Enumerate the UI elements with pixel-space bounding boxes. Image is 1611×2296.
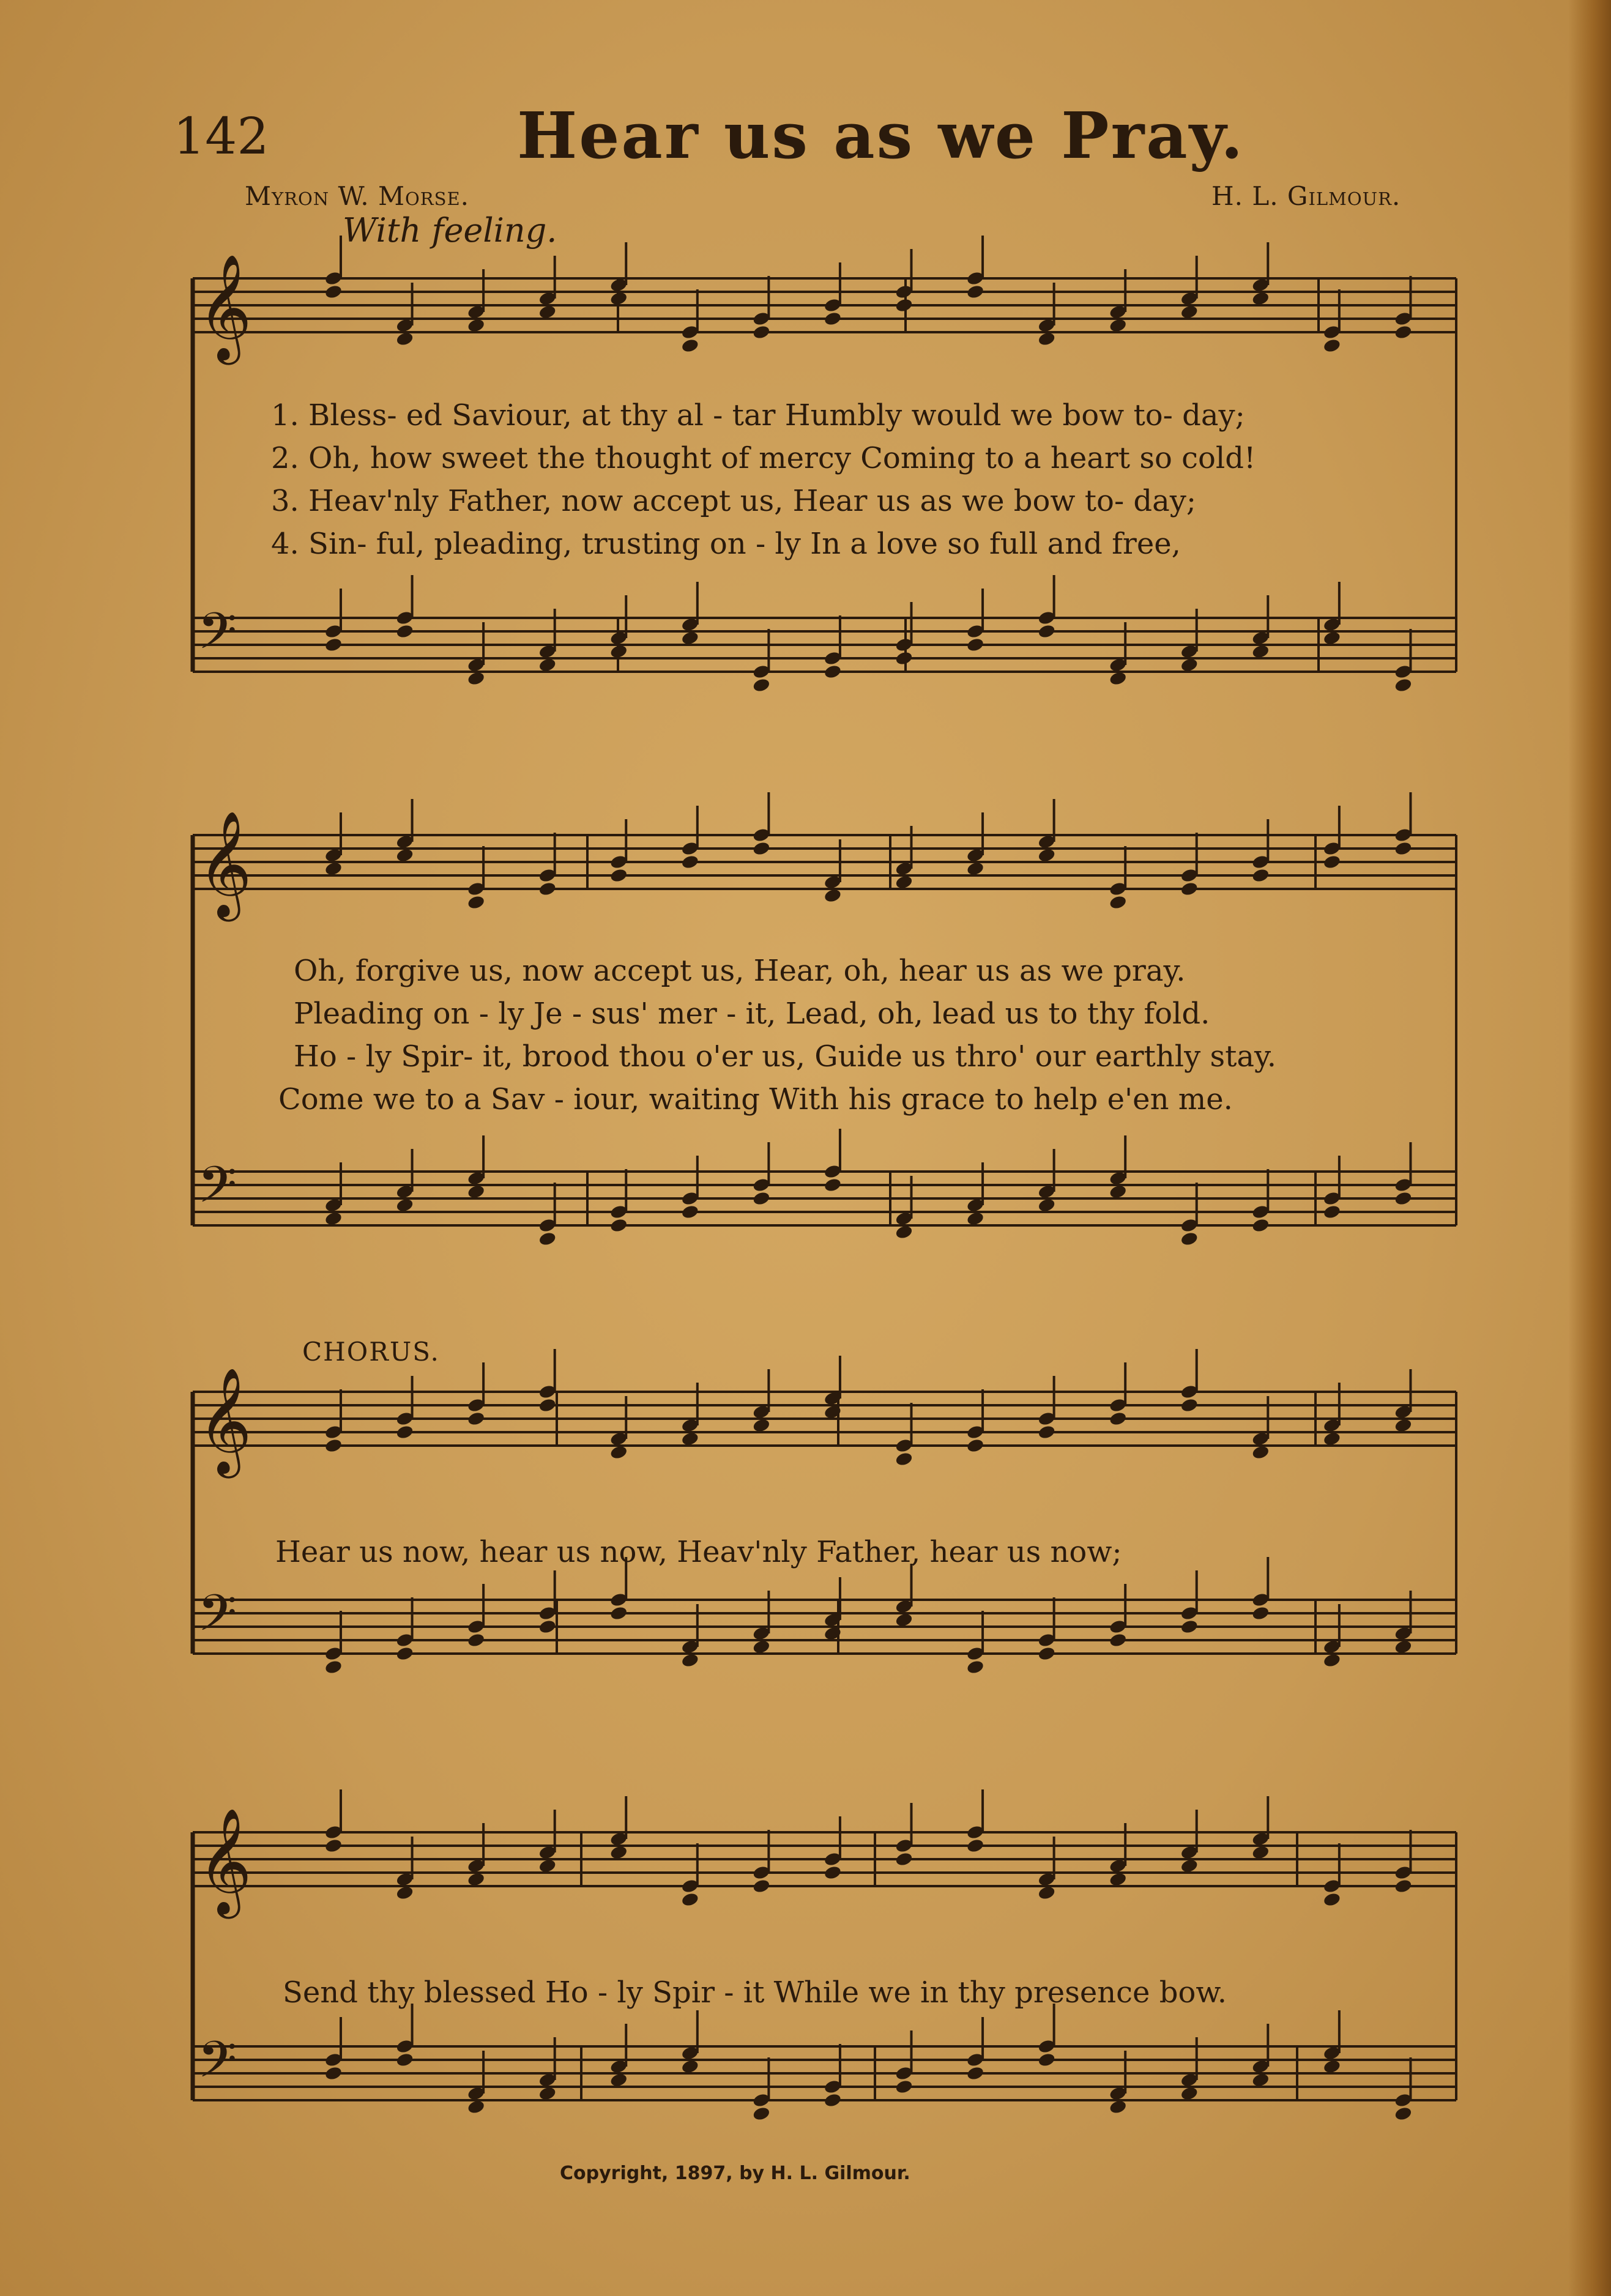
- treble-clef-icon: 𝄞: [198, 254, 252, 360]
- chorus-label: CHORUS.: [302, 1337, 440, 1367]
- music-system: [193, 1349, 1456, 1675]
- bass-staff: [193, 1129, 1456, 1247]
- treble-clef-icon: 𝄞: [198, 811, 252, 917]
- bass-staff: [193, 575, 1456, 693]
- bass-staff: [193, 1557, 1456, 1675]
- treble-staff: [193, 792, 1456, 922]
- treble-staff: [193, 1789, 1456, 1919]
- verse-3-line-2: Ho - ly Spir- it, brood thou o'er us, Guide us thro' our earthly stay.: [294, 1039, 1277, 1074]
- bass-clef-icon: 𝄢: [198, 2030, 237, 2101]
- copyright-notice: Copyright, 1897, by H. L. Gilmour.: [560, 2163, 910, 2184]
- composer-credit: H. L. Gilmour.: [1211, 181, 1401, 211]
- chorus-line-1: Hear us now, hear us now, Heav'nly Father, hear us now;: [275, 1535, 1122, 1569]
- verse-1-line-2: Oh, forgive us, now accept us, Hear, oh, hear us as we pray.: [294, 954, 1186, 988]
- verse-1-line-1: 1. Bless- ed Saviour, at thy al - tar Humbly would we bow to- day;: [271, 398, 1245, 433]
- page-number: 142: [173, 108, 269, 166]
- music-system: [193, 1789, 1456, 2122]
- treble-staff: [193, 1349, 1456, 1479]
- tempo-marking: With feeling.: [343, 211, 557, 250]
- lyricist-credit: Myron W. Morse.: [245, 181, 470, 211]
- treble-clef-icon: 𝄞: [198, 1367, 252, 1474]
- chorus-line-2: Send thy blessed Ho - ly Spir - it While we in thy presence bow.: [283, 1975, 1227, 2010]
- hymn-title: Hear us as we Pray.: [517, 98, 1245, 173]
- verse-3-line-1: 3. Heav'nly Father, now accept us, Hear us as we bow to- day;: [271, 484, 1197, 518]
- bass-clef-icon: 𝄢: [198, 601, 237, 673]
- treble-staff: [193, 236, 1456, 365]
- verse-4-line-2: Come we to a Sav - iour, waiting With his grace to help e'en me.: [278, 1082, 1233, 1116]
- bass-clef-icon: 𝄢: [198, 1583, 237, 1655]
- verse-2-line-1: 2. Oh, how sweet the thought of mercy Coming to a heart so cold!: [271, 441, 1256, 475]
- treble-clef-icon: 𝄞: [198, 1808, 252, 1914]
- bass-staff: [193, 2004, 1456, 2122]
- verse-2-line-2: Pleading on - ly Je - sus' mer - it, Lead, oh, lead us to thy fold.: [294, 997, 1210, 1031]
- verse-4-line-1: 4. Sin- ful, pleading, trusting on - ly In a love so full and free,: [271, 527, 1181, 561]
- bass-clef-icon: 𝄢: [198, 1155, 237, 1227]
